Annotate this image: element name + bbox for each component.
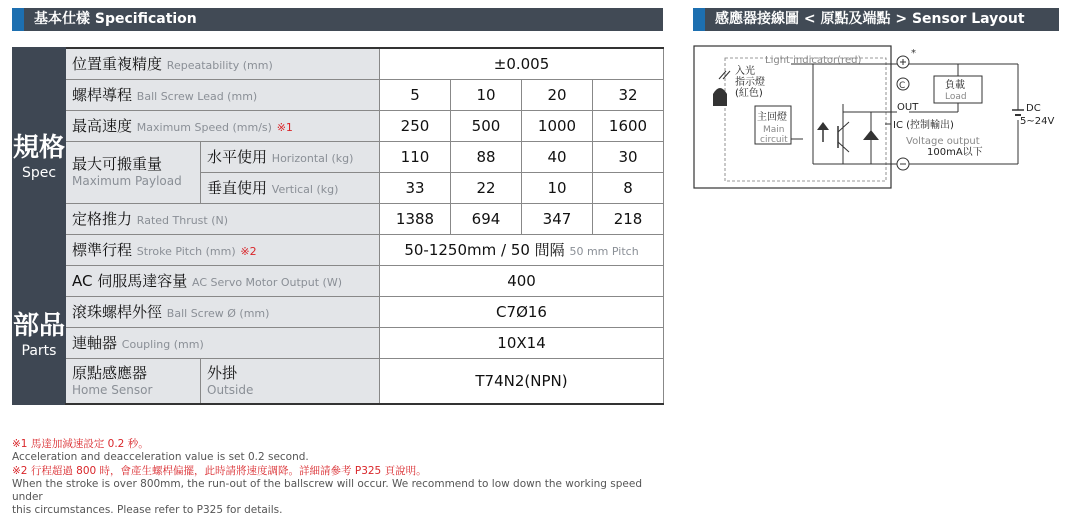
value-lead: 20 [522,79,593,110]
value-coupling: 10X14 [380,327,664,358]
label-lead [66,79,380,110]
table-row [13,110,664,141]
label-en: Maximum Speed (mm/s) [136,121,272,134]
label-en: Vertical (kg) [271,183,339,196]
note-2-zh: ※2 行程超過 800 時，會產生螺桿偏擺，此時請將速度調降。詳細請參考 P325 頁說明。 [12,464,427,477]
value-en: 50 mm Pitch [569,245,639,258]
label-en: Coupling (mm) [121,338,204,351]
value-horizontal: 30 [593,141,664,172]
note-ref: ※1 [276,121,293,134]
table-row [13,141,664,172]
label-en: Ball Screw Ø (mm) [166,307,270,320]
label-zh: AC 伺服馬達容量 [72,272,188,290]
note-1-en: Acceleration and deacceleration value is set 0.2 second. [12,451,309,464]
label-payload [66,141,201,203]
ic-label: IC (控制輸出) [893,120,954,131]
sensor-wiring-diagram [693,44,1059,192]
spec-header-title: 基本仕樣 Specification [34,11,197,27]
light-in-label: 入光 [735,66,755,77]
label-zh: 定格推力 [72,210,133,228]
label-thrust [66,203,380,234]
current-label: 100mA以下 [927,147,983,158]
label-zh: 位置重複精度 [72,55,163,74]
dc-label: DC [1026,103,1041,114]
note-1-zh: ※1 馬達加減速設定 0.2 秒。 [12,438,149,450]
dc-range-label: 5~24V [1020,116,1055,127]
table-row [13,296,664,327]
label-zh: 最大可搬重量 [72,155,163,173]
diode-icon [817,122,829,130]
label-zh: 滾珠螺桿外徑 [72,303,163,321]
label-zh: 連軸器 [72,334,118,352]
table-row [13,234,664,265]
table-row [13,265,664,296]
value-motor: 400 [380,265,664,296]
group-parts-en: Parts [21,342,57,359]
red-label: (紅色) [735,88,763,99]
group-parts-zh: 部品 [13,310,66,341]
value-thrust: 347 [522,203,593,234]
label-en: Home Sensor [72,382,153,397]
voltage-output-label: Voltage output [906,136,980,147]
label-horizontal [201,141,380,172]
value-speed: 500 [451,110,522,141]
label-en: Maximum Payload [72,174,182,188]
table-row [13,358,664,404]
value-speed: 1600 [593,110,664,141]
table-row [13,327,664,358]
label-en: Ball Screw Lead (mm) [136,90,258,103]
label-zh: 螺桿導程 [72,86,133,104]
label-zh: 水平使用 [207,148,268,166]
note-2-en-line2: this circumstances. Please refer to P325 for details. [12,504,283,517]
label-en: Stroke Pitch (mm) [136,245,236,258]
value-zh: 50-1250mm / 50 間隔 [404,241,565,259]
header-accent [12,8,24,31]
value-lead: 5 [380,79,451,110]
label-screw [66,296,380,327]
value-thrust: 694 [451,203,522,234]
value-screw: C7Ø16 [380,296,664,327]
load-en: Load [945,92,967,102]
value-horizontal: 40 [522,141,593,172]
value-vertical: 10 [522,172,593,203]
value-horizontal: 88 [451,141,522,172]
out-label: OUT [897,102,919,113]
sensor-box [694,46,891,188]
label-en: Outside [207,382,254,397]
value-vertical: 8 [593,172,664,203]
label-speed [66,110,380,141]
label-repeatability [66,48,380,79]
table-row [13,79,664,110]
value-sensor: T74N2(NPN) [380,358,664,404]
value-horizontal: 110 [380,141,451,172]
value-speed: 1000 [522,110,593,141]
group-spec-en: Spec [21,164,57,181]
note-ref: ※2 [240,245,257,258]
value-thrust: 1388 [380,203,451,234]
label-sensor-sub [201,358,380,404]
value-vertical: 33 [380,172,451,203]
load-zh: 負載 [945,80,965,91]
label-vertical [201,172,380,203]
footnotes [12,438,672,518]
value-lead: 32 [593,79,664,110]
label-coupling [66,327,380,358]
value-speed: 250 [380,110,451,141]
header-accent [693,8,705,31]
label-zh: 標準行程 [72,241,133,259]
group-spec [13,48,66,265]
c-terminal-label: C [899,81,906,91]
label-zh: 垂直使用 [207,179,268,197]
value-repeatability: ±0.005 [380,48,664,79]
sensor-header-title: 感應器接線圖 < 原點及端點 > Sensor Layout [715,11,1025,27]
label-stroke [66,234,380,265]
label-zh: 最高速度 [72,117,133,135]
label-en: AC Servo Motor Output (W) [192,276,342,289]
zener-icon [863,130,879,140]
label-en: Rated Thrust (N) [136,214,229,227]
value-lead: 10 [451,79,522,110]
label-en: Horizontal (kg) [271,152,354,165]
note-2-en-line1: When the stroke is over 800mm, the run-out of the ballscrew will occur. We recommend to low down the working speed under [12,477,642,504]
label-zh: 外掛 [207,363,238,382]
label-motor [66,265,380,296]
group-spec-zh: 規格 [13,132,66,163]
value-thrust: 218 [593,203,664,234]
value-stroke [380,234,664,265]
table-row [13,48,664,79]
label-sensor [66,358,201,404]
main-circuit-en2: circuit [760,135,788,145]
label-en: Repeatability (mm) [166,59,273,73]
value-vertical: 22 [451,172,522,203]
label-zh: 原點感應器 [72,363,148,382]
sensor-header [693,8,1059,31]
asterisk: * [911,48,916,59]
table-row [13,203,664,234]
light-indicator-label: Light indicator(red) [765,55,862,66]
main-circuit-en1: Main [763,125,785,135]
main-circuit-zh: 主回燈 [757,112,787,123]
spec-header [12,8,663,31]
spec-table [12,47,664,405]
group-parts [13,265,66,404]
indicator-label: 指示燈 [735,77,765,88]
